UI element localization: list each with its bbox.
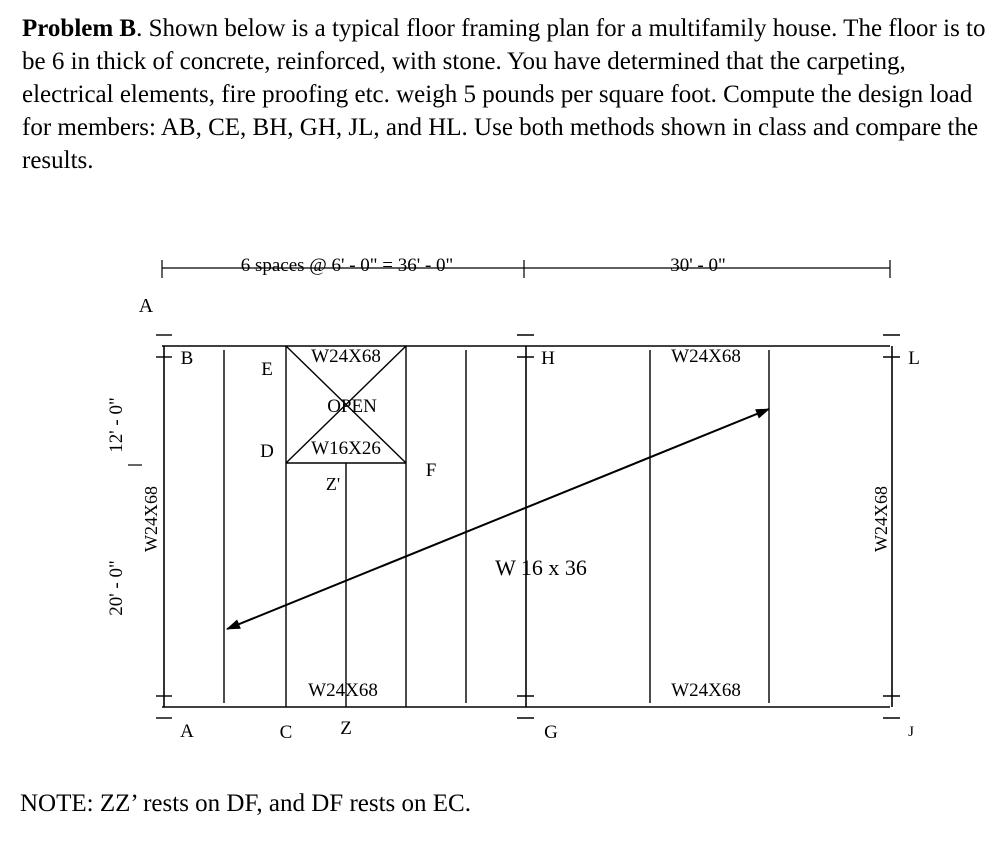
label-g: G [544, 722, 558, 743]
label-b: B [180, 348, 194, 369]
member-top-right-beam: W24X68 [671, 346, 741, 367]
label-c: C [279, 722, 293, 743]
label-z-prime: Z' [325, 474, 341, 494]
interior-beams [224, 346, 769, 707]
label-a-top: A [138, 295, 154, 317]
dimension-side-lower: 20' - 0" [106, 560, 127, 616]
member-left-girder: W24X68 [141, 486, 161, 552]
label-l: L [908, 348, 920, 369]
open-label: OPEN [327, 396, 377, 417]
problem-body: . Shown below is a typical floor framing plan for a multifamily house. The floor is to be 6 in thick of concrete, reinforced, with stone. You have determined that the carpeting, electrical elements, fire proofing etc. weigh 5 pounds per square foot. Compute the design load for members: AB, CE, BH, GH, JL, and HL. Use both methods shown in class and compare the results. [22, 15, 986, 174]
member-bottom-right-beam: W24X68 [671, 680, 741, 701]
label-f: F [425, 460, 437, 481]
member-center-column: W 16 x 36 [495, 555, 587, 580]
label-a-bottom: A [180, 721, 194, 742]
dimension-left-top: 6 spaces @ 6' - 0" = 36' - 0" [240, 255, 454, 276]
dimension-side-upper: 12' - 0" [106, 397, 127, 453]
label-j: J [908, 724, 914, 740]
member-header-beam: W16X26 [311, 438, 381, 459]
girders-vertical [164, 346, 892, 707]
label-e: E [261, 359, 273, 380]
label-z: Z [340, 718, 352, 739]
member-bottom-left-beam: W24X68 [308, 680, 378, 701]
label-d: D [260, 441, 274, 462]
note: NOTE: ZZ’ rests on DF, and DF rests on EC. [20, 790, 471, 817]
problem-heading: Problem B [22, 15, 137, 42]
member-top-left-beam: W24X68 [311, 346, 381, 367]
member-right-girder: W24X68 [871, 486, 891, 552]
column-symbols [156, 335, 900, 718]
dimension-right-top: 30' - 0" [670, 255, 726, 276]
label-h: H [541, 348, 555, 369]
